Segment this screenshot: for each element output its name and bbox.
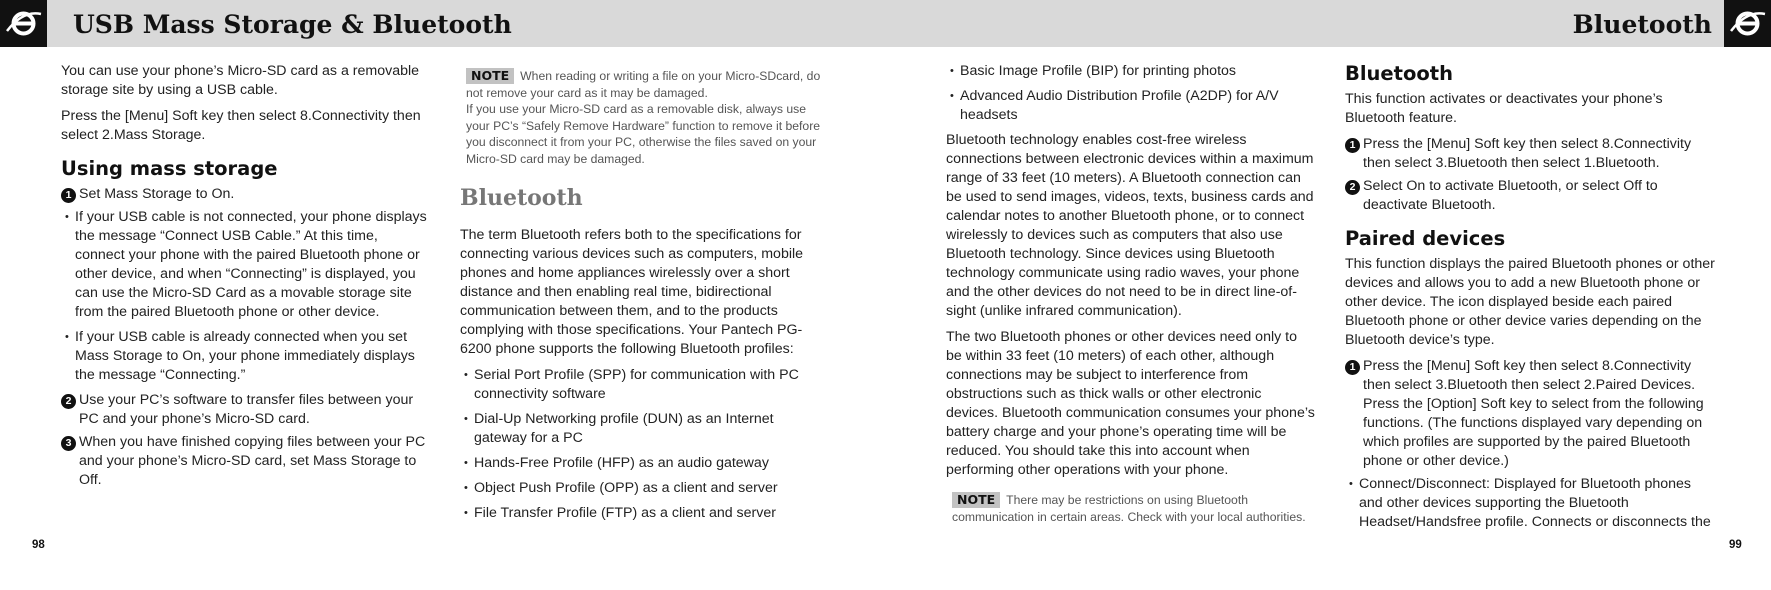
- note-text-line2: If you use your Micro-SD card as a removable disk, always use your PC’s “Safely Remove Hardware” function to remove it before you disconnect it from your PC, otherwise the files saved on your Micro-SD card may be damaged.: [466, 102, 821, 166]
- bluetooth-interference-paragraph: The two Bluetooth phones or other devices need only to be within 33 feet (10 meters) of each other, although connections may be subject to interference from obstructions such as thick walls or other electronic devices. Bluetooth communication consumes your phone’s battery charge and your phone’s operating time will be reduced. You should take this into account when performing other operations with your phone.: [946, 329, 1315, 478]
- step-number: 1: [61, 188, 76, 203]
- profile-item: • Advanced Audio Distribution Profile (A2DP) for A/V headsets: [946, 87, 1316, 125]
- section-heading-bluetooth-function: Bluetooth: [1345, 62, 1453, 85]
- step-3: [61, 433, 431, 490]
- step-1-paired: [1345, 357, 1715, 471]
- section-heading-using-mass-storage: Using mass storage: [61, 157, 278, 180]
- paired-devices-paragraph: This function displays the paired Bluetooth phones or other devices and allows you to add a new Bluetooth phone or other device. The icon displayed beside each paired Bluetooth phone or other device varies depending on the Bluetooth device’s type.: [1345, 256, 1715, 348]
- bullet-not-connected: • If your USB cable is not connected, your phone displays the message “Connect USB Cable.” At this time, connect your phone with the paired Bluetooth phone or other device, and when “Connecting” is displayed, you can use the Micro-SD Card as a movable storage site from the paired Bluetooth phone or other device.: [61, 208, 431, 322]
- step-number: 1: [1345, 360, 1360, 375]
- column-bluetooth-intro: [460, 68, 828, 529]
- column-bluetooth-menu: [1345, 62, 1715, 538]
- step-text: When you have finished copying files between your PC and your phone’s Micro-SD card, set Mass Storage to Off.: [79, 434, 426, 488]
- phone-logo-icon: [0, 0, 47, 47]
- profile-item: • Serial Port Profile (SPP) for communication with PC connectivity software: [460, 366, 828, 404]
- step-number: 2: [61, 394, 76, 409]
- page-number-left: 98: [32, 539, 45, 551]
- column-mass-storage: [61, 62, 431, 494]
- bluetooth-definition: The term Bluetooth refers both to the specifications for connecting various devices such as computers, mobile phones and home appliances wirelessly over a short distance and then enabling real time, bidirectional communication between them, and to the products complying with those specifications. Your Pantech PG-6200 phone supports the following Bluetooth profiles:: [460, 227, 804, 357]
- step-number: 3: [61, 436, 76, 451]
- column-bluetooth-details: [946, 62, 1316, 525]
- step-text: Set Mass Storage to On.: [79, 186, 235, 202]
- note-box-restrictions: [946, 492, 1316, 525]
- profile-item: • Dial-Up Networking profile (DUN) as an Internet gateway for a PC: [460, 410, 828, 448]
- section-heading-paired-devices: Paired devices: [1345, 227, 1506, 250]
- step-number: 1: [1345, 138, 1360, 153]
- step-2: [1345, 177, 1715, 215]
- note-box-sd-card: [460, 68, 828, 167]
- bullet-connect-disconnect: • Connect/Disconnect: Displayed for Bluetooth phones and other devices supporting the Bluetooth Headset/Handsfree profile. Connects or disconnects the: [1345, 475, 1715, 532]
- profile-item: • Object Push Profile (OPP) as a client and server: [460, 479, 828, 498]
- step-number: 2: [1345, 180, 1360, 195]
- step-2: [61, 391, 431, 429]
- step-1: [1345, 135, 1715, 173]
- page-title-right: Bluetooth: [1572, 10, 1712, 39]
- step-text: Press the [Menu] Soft key then select 8.Connectivity then select 3.Bluetooth then select 1.Bluetooth.: [1363, 136, 1692, 171]
- bluetooth-range-paragraph: Bluetooth technology enables cost-free wireless connections between electronic devices within a maximum range of 33 feet (10 meters). A Bluetooth connection can be used to send images, videos, texts, business cards and calendar notes to another Bluetooth phone, or to connect wirelessly to devices such as computers that also use Bluetooth technology. Since devices using Bluetooth technology communicate using radio waves, your phone and the other devices do not need to be in direct line-of-sight (unlike infrared communication).: [946, 132, 1314, 319]
- profile-item: • Hands-Free Profile (HFP) as an audio gateway: [460, 454, 828, 473]
- step-text: Press the [Menu] Soft key then select 8.Connectivity then select 3.Bluetooth then select 2.Paired Devices. Press the [Option] Soft key to select from the following functions. (The functions displayed vary depending on which profiles are supported by the paired Bluetooth phone or other device.): [1363, 358, 1704, 469]
- page-number-right: 99: [1729, 539, 1742, 551]
- step-text: Select On to activate Bluetooth, or select Off to deactivate Bluetooth.: [1363, 178, 1658, 213]
- profile-item: • File Transfer Profile (FTP) as a client and server: [460, 504, 828, 523]
- step-1: [61, 185, 431, 204]
- intro-instruction: Press the [Menu] Soft key then select 8.Connectivity then select 2.Mass Storage.: [61, 108, 421, 143]
- bluetooth-function-paragraph: This function activates or deactivates your phone’s Bluetooth feature.: [1345, 91, 1663, 126]
- step-text: Use your PC’s software to transfer files between your PC and your phone’s Micro-SD card.: [79, 392, 414, 427]
- profile-item: • Basic Image Profile (BIP) for printing photos: [946, 62, 1316, 81]
- bullet-already-connected: • If your USB cable is already connected when you set Mass Storage to On, your phone immediately displays the message “Connecting.”: [61, 328, 431, 385]
- note-text-line1: When reading or writing a file on your Micro-SDcard, do not remove your card as it may be damaged.: [466, 69, 821, 100]
- note-label: NOTE: [952, 492, 1000, 508]
- section-heading-bluetooth: Bluetooth: [460, 185, 583, 211]
- note-text: There may be restrictions on using Bluetooth communication in certain areas. Check with your local authorities.: [952, 493, 1306, 524]
- phone-logo-icon-right: [1724, 0, 1771, 47]
- note-label: NOTE: [466, 68, 514, 84]
- intro-paragraph: You can use your phone’s Micro-SD card as a removable storage site by using a USB cable.: [61, 63, 420, 98]
- page-title-left: USB Mass Storage & Bluetooth: [73, 10, 512, 39]
